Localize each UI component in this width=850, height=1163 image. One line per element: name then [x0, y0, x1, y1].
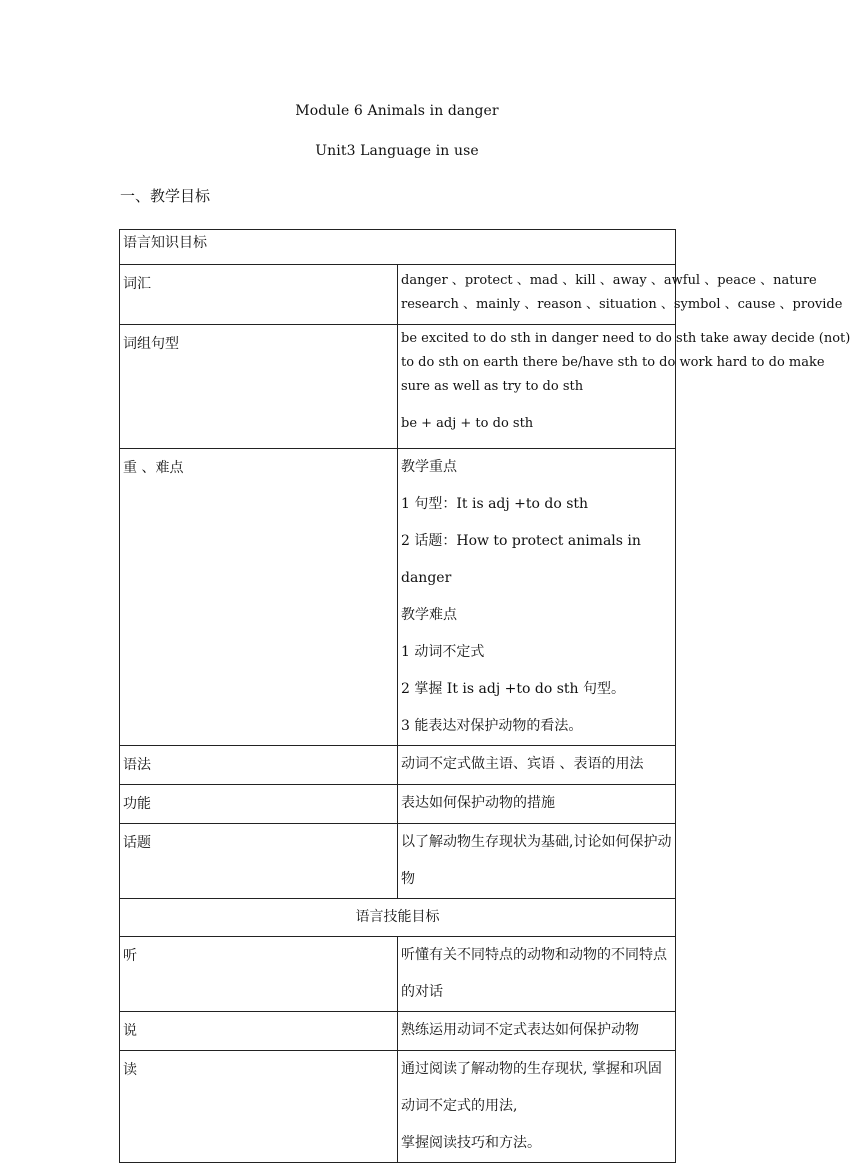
vocab-cell — [398, 265, 843, 325]
function-cell: 表达如何保护动物的措施 — [398, 785, 676, 824]
key-line: 2 掌握 It is adj +to do sth 句型。 — [401, 681, 625, 697]
key-line: 3 能表达对保护动物的看法。 — [401, 718, 583, 734]
phrase-line-3: sure as well as try to do sth — [401, 379, 584, 394]
phrase-line-2: to do sth on earth there be/have sth to do work hard to do make — [401, 355, 825, 370]
row-label-topic: 话题 — [120, 824, 398, 899]
table-row — [120, 746, 676, 785]
key-line: 2 话题：How to protect animals in danger — [401, 533, 641, 586]
read-cell — [398, 1051, 676, 1163]
table-row — [120, 1051, 676, 1163]
skills-header-cell: 语言技能目标 — [120, 899, 676, 937]
key-line: 1 动词不定式 — [401, 644, 485, 660]
teaching-goals-table — [119, 229, 850, 1163]
key-line: 1 句型：It is adj +to do sth — [401, 496, 589, 512]
row-label-read: 读 — [120, 1051, 398, 1163]
table-row — [120, 785, 676, 824]
read-line-2: 掌握阅读技巧和方法。 — [401, 1135, 541, 1151]
table-row — [120, 1012, 676, 1051]
row-label-listen: 听 — [120, 937, 398, 1012]
row-label-grammar: 语法 — [120, 746, 398, 785]
key-points-cell — [398, 449, 676, 746]
topic-cell: 以了解动物生存现状为基础,讨论如何保护动物 — [398, 824, 676, 899]
table-row — [120, 230, 676, 265]
row-label-function: 功能 — [120, 785, 398, 824]
row-label-speak: 说 — [120, 1012, 398, 1051]
table-header-cell: 语言知识目标 — [120, 230, 676, 265]
row-label-phrases: 词组句型 — [120, 325, 398, 449]
table-row — [120, 937, 676, 1012]
table-row — [120, 265, 676, 325]
read-line-1: 通过阅读了解动物的生存现状, 掌握和巩固动词不定式的用法, — [401, 1061, 662, 1114]
table-row — [120, 899, 676, 937]
table-row — [120, 449, 676, 746]
vocab-line-2: research 、 mainly 、 reason 、 situation 、 symbol 、 cause 、 provide — [401, 297, 843, 312]
phrase-line-1: be excited to do sth in danger need to do sth take away decide (not) — [401, 331, 850, 346]
row-label-vocab: 词汇 — [120, 265, 398, 325]
key-line: 教学重点 — [401, 459, 457, 475]
phrase-line-4: be + adj + to do sth — [401, 416, 534, 431]
key-line: 教学难点 — [401, 607, 457, 623]
row-label-key-points: 重 、难点 — [120, 449, 398, 746]
vocab-line-1: danger 、 protect 、 mad 、 kill 、 away 、 awful 、 peace 、 nature — [401, 273, 817, 288]
phrases-cell — [398, 325, 850, 449]
grammar-cell: 动词不定式做主语、宾语 、表语的用法 — [398, 746, 676, 785]
section-heading: 一、教学目标 — [120, 187, 211, 205]
speak-cell: 熟练运用动词不定式表达如何保护动物 — [398, 1012, 676, 1051]
document-title: Module 6 Animals in danger — [295, 103, 499, 119]
table-row — [120, 824, 676, 899]
table-row — [120, 325, 676, 449]
listen-cell: 听懂有关不同特点的动物和动物的不同特点的对话 — [398, 937, 676, 1012]
document-subtitle: Unit3 Language in use — [315, 143, 479, 159]
